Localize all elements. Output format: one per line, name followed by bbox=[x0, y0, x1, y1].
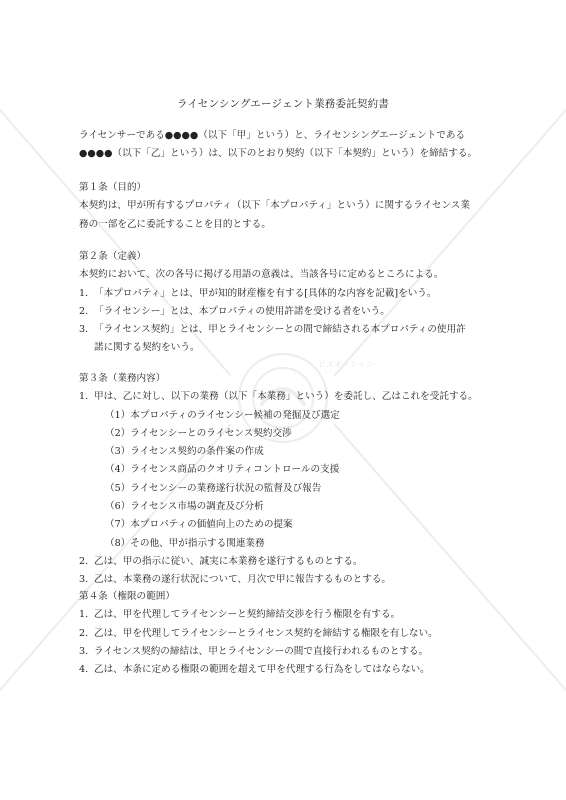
article-2-item bbox=[79, 303, 499, 321]
item-number: 2. bbox=[79, 627, 89, 639]
item-text: 「ライセンシー」とは、本プロパティの使用許諾を受ける者をいう。 bbox=[94, 305, 390, 317]
item-number: 1. bbox=[79, 287, 89, 299]
item-text-continuation: 諾に関する契約をいう。 bbox=[94, 342, 200, 354]
article-4-heading: 第４条（権限の範囲） bbox=[79, 591, 175, 602]
article-4-item bbox=[79, 606, 499, 624]
article-4-item bbox=[79, 661, 499, 679]
article-3-subitem: （1）本プロパティのライセンシー候補の発掘及び選定 bbox=[105, 409, 340, 421]
article-3-heading: 第３条（業務内容） bbox=[79, 373, 166, 384]
preamble-line: ●●●●（以下「乙」という）は、以下のとおり契約（以下「本契約」という）を締結する。 bbox=[79, 148, 478, 160]
item-number: 4. bbox=[79, 664, 89, 676]
article-3-subitem: （8）その他、甲が指示する関連業務 bbox=[105, 537, 265, 549]
article-4 bbox=[79, 588, 499, 679]
item-text: 「本プロパティ」とは、甲が知的財産権を有する[具体的な内容を記載]をいう。 bbox=[94, 287, 437, 299]
item-number: 3. bbox=[79, 324, 89, 336]
item-text: 乙は、本業務の遂行状況について、月次で甲に報告するものとする。 bbox=[94, 574, 392, 586]
item-number: 3. bbox=[79, 574, 89, 586]
item-text: 甲は、乙に対し、以下の業務（以下「本業務」という）を委託し、乙はこれを受託する。 bbox=[94, 391, 478, 403]
item-number: 1. bbox=[79, 391, 89, 403]
article-3-item bbox=[79, 553, 499, 571]
item-text: 乙は、本条に定める権限の範囲を超えて甲を代理する行為をしてはならない。 bbox=[94, 664, 430, 676]
article-3-item bbox=[79, 388, 499, 406]
article-1-heading: 第１条（目的） bbox=[79, 182, 147, 193]
article-1 bbox=[79, 179, 499, 234]
article-3 bbox=[79, 370, 499, 590]
item-text: 乙は、甲を代理してライセンシーと契約締結交渉を行う権限を有する。 bbox=[94, 609, 401, 621]
article-3-subitem: （3）ライセンス契約の条件案の作成 bbox=[105, 446, 264, 458]
preamble-line: ライセンサーである●●●●（以下「甲」という）と、ライセンシングエージェントである bbox=[79, 130, 466, 141]
article-4-item bbox=[79, 625, 499, 643]
article-3-subitem: （4）ライセンス商品のクオリティコントロールの支援 bbox=[105, 464, 340, 476]
article-3-subitem: （6）ライセンス市場の調査及び分析 bbox=[105, 501, 264, 513]
document-title: ライセンシングエージェント業務委託契約書 bbox=[176, 98, 389, 110]
item-number: 2. bbox=[79, 555, 89, 567]
article-2-intro: 本契約において、次の各号に掲げる用語の意義は、当該各号に定めるところによる。 bbox=[79, 269, 444, 281]
item-number: 2. bbox=[79, 305, 89, 317]
item-text: 乙は、甲を代理してライセンシーとライセンス契約を締結する権限を有しない。 bbox=[94, 627, 438, 639]
article-2-heading: 第２条（定義） bbox=[79, 251, 147, 262]
article-1-line: 本契約は、甲が所有するプロパティ（以下「本プロパティ」という）に関するライセンス業 bbox=[79, 200, 470, 212]
article-3-subitem: （7）本プロパティの価値向上のための提案 bbox=[105, 519, 293, 531]
item-text: 乙は、甲の指示に従い、誠実に本業務を遂行するものとする。 bbox=[94, 555, 363, 567]
article-2 bbox=[79, 248, 499, 358]
article-4-item bbox=[79, 643, 499, 661]
preamble bbox=[79, 127, 499, 164]
item-number: 1. bbox=[79, 609, 89, 621]
watermark-text: ビズオーシャン bbox=[318, 360, 374, 369]
item-text: ライセンス契約の締結は、甲とライセンシーの間で直接行われるものとする。 bbox=[94, 645, 429, 657]
article-3-subitem: （2）ライセンシーとのライセンス契約交渉 bbox=[105, 427, 292, 439]
item-number: 3. bbox=[79, 645, 89, 657]
article-2-item bbox=[79, 285, 499, 303]
article-3-subitem: （5）ライセンシーの業務遂行状況の監督及び報告 bbox=[105, 482, 322, 494]
article-3-item bbox=[79, 571, 499, 589]
item-text: 「ライセンス契約」とは、甲とライセンシーとの間で締結される本プロパティの使用許 bbox=[94, 324, 466, 336]
article-1-line: 務の一部を乙に委託することを目的とする。 bbox=[79, 218, 271, 230]
article-2-item bbox=[79, 321, 499, 339]
